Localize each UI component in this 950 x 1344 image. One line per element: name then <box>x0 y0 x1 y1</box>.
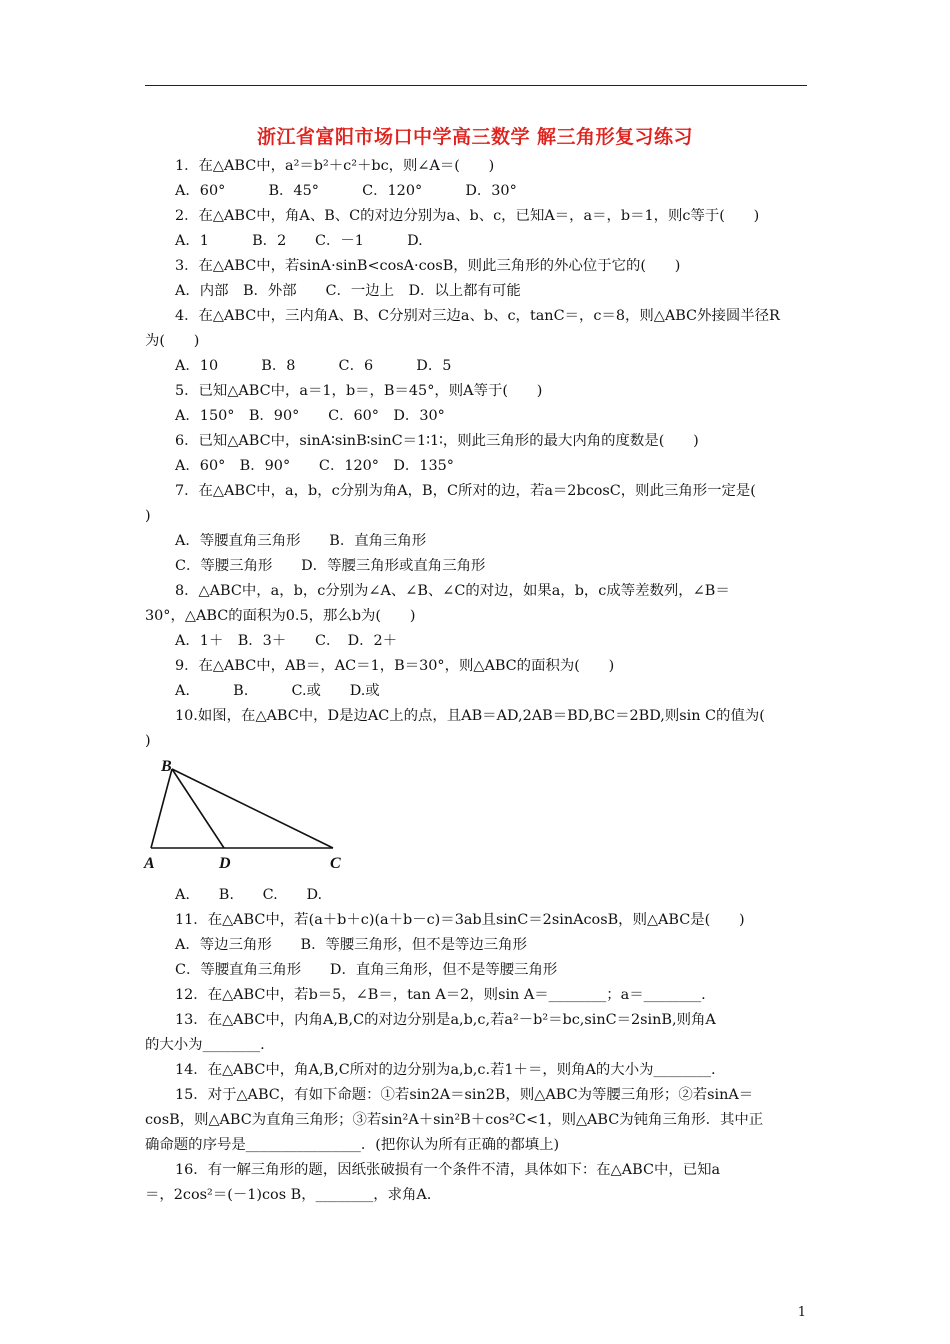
question-10: 10.如图，在△ABC中，D是边AC上的点，且AB＝AD,2AB＝BD,BC＝2BD,则sin C的值为( <box>175 708 765 724</box>
q8-options: A．1＋ B．3＋ C． D．2＋ <box>175 633 398 649</box>
label-c: C <box>330 855 341 872</box>
question-2: 2．在△ABC中，角A、B、C的对边分别为a、b、c，已知A＝，a＝，b＝1，则c等于( ) <box>175 208 760 224</box>
q1-options: A．60° B．45° C．120° D．30° <box>175 183 517 199</box>
triangle-lines <box>151 769 333 848</box>
q9-options: A. B. C.或 D.或 <box>175 683 380 699</box>
question-14: 14．在△ABC中，角A,B,C所对的边分别为a,b,c.若1＋＝，则角A的大小为________. <box>175 1062 716 1078</box>
page-title: 浙江省富阳市场口中学高三数学 解三角形复习练习 <box>256 126 694 148</box>
q7-options-ab: A．等腰直角三角形 B．直角三角形 <box>175 533 427 549</box>
side-ab <box>151 769 172 848</box>
question-9: 9．在△ABC中，AB＝，AC＝1，B＝30°，则△ABC的面积为( ) <box>175 658 615 674</box>
q4-options: A．10 B．8 C．6 D．5 <box>175 358 452 374</box>
question-16: 16．有一解三角形的题，因纸张破损有一个条件不清，具体如下：在△ABC中，已知a <box>175 1162 721 1178</box>
side-bc <box>172 769 333 848</box>
question-7: 7．在△ABC中，a，b，c分别为角A，B，C所对的边，若a＝2bcosC，则此三角形一定是( <box>175 483 756 499</box>
question-15-cont-2: 确命题的序号是________________．(把你认为所有正确的都填上) <box>145 1137 560 1153</box>
question-15-cont: cosB，则△ABC为直角三角形；③若sin²A＋sin²B＋cos²C<1，则△ABC为钝角三角形．其中正 <box>145 1112 764 1128</box>
question-11: 11．在△ABC中，若(a＋b＋c)(a＋b－c)＝3ab且sinC＝2sinAcosB，则△ABC是( ) <box>175 912 745 928</box>
header-rule <box>145 85 807 86</box>
question-1: 1．在△ABC中，a²＝b²＋c²＋bc，则∠A＝( ) <box>175 158 495 174</box>
segment-bd <box>172 769 224 848</box>
question-6: 6．已知△ABC中，sinA∶sinB∶sinC＝1∶1∶，则此三角形的最大内角的度数是( ) <box>175 433 699 449</box>
q10-options: A. B. C. D. <box>175 887 323 903</box>
label-b: B <box>161 758 172 775</box>
question-4: 4．在△ABC中，三内角A、B、C分别对三边a、b、c，tanC＝，c＝8，则△ABC外接圆半径R <box>175 308 780 324</box>
triangle-figure <box>140 755 355 875</box>
q2-options: A．1 B．2 C．－1 D. <box>175 233 423 249</box>
question-16-cont: ＝，2cos²＝(－1)cos B，________，求角A. <box>145 1187 432 1203</box>
question-7-cont: ) <box>145 508 151 524</box>
question-5: 5．已知△ABC中，a＝1，b＝，B＝45°，则A等于( ) <box>175 383 543 399</box>
q11-options-cd: C．等腰直角三角形 D．直角三角形，但不是等腰三角形 <box>175 962 558 978</box>
question-13-cont: 的大小为________. <box>145 1037 265 1053</box>
q5-options: A．150° B．90° C．60° D．30° <box>175 408 445 424</box>
q6-options: A．60° B．90° C．120° D．135° <box>175 458 454 474</box>
question-4-cont: 为( ) <box>145 333 200 349</box>
label-d: D <box>219 855 231 872</box>
question-12: 12．在△ABC中，若b＝5，∠B＝，tan A＝2，则sin A＝________；a＝________. <box>175 987 706 1003</box>
question-15: 15．对于△ABC，有如下命题：①若sin2A＝sin2B，则△ABC为等腰三角形；②若sinA＝ <box>175 1087 754 1103</box>
q11-options-ab: A．等边三角形 B．等腰三角形，但不是等边三角形 <box>175 937 527 953</box>
label-a: A <box>144 855 155 872</box>
question-8-cont: 30°，△ABC的面积为0.5，那么b为( ) <box>145 608 416 624</box>
page-number: 1 <box>797 1305 806 1320</box>
question-3: 3．在△ABC中，若sinA·sinB<cosA·cosB，则此三角形的外心位于它的( ) <box>175 258 681 274</box>
q7-options-cd: C．等腰三角形 D．等腰三角形或直角三角形 <box>175 558 486 574</box>
question-8: 8．△ABC中，a，b，c分别为∠A、∠B、∠C的对边，如果a，b，c成等差数列，∠B＝ <box>175 583 730 599</box>
question-10-cont: ) <box>145 733 151 749</box>
question-13: 13．在△ABC中，内角A,B,C的对边分别是a,b,c,若a²－b²＝bc,sinC＝2sinB,则角A <box>175 1012 716 1028</box>
q3-options: A．内部 B．外部 C．一边上 D．以上都有可能 <box>175 283 521 299</box>
